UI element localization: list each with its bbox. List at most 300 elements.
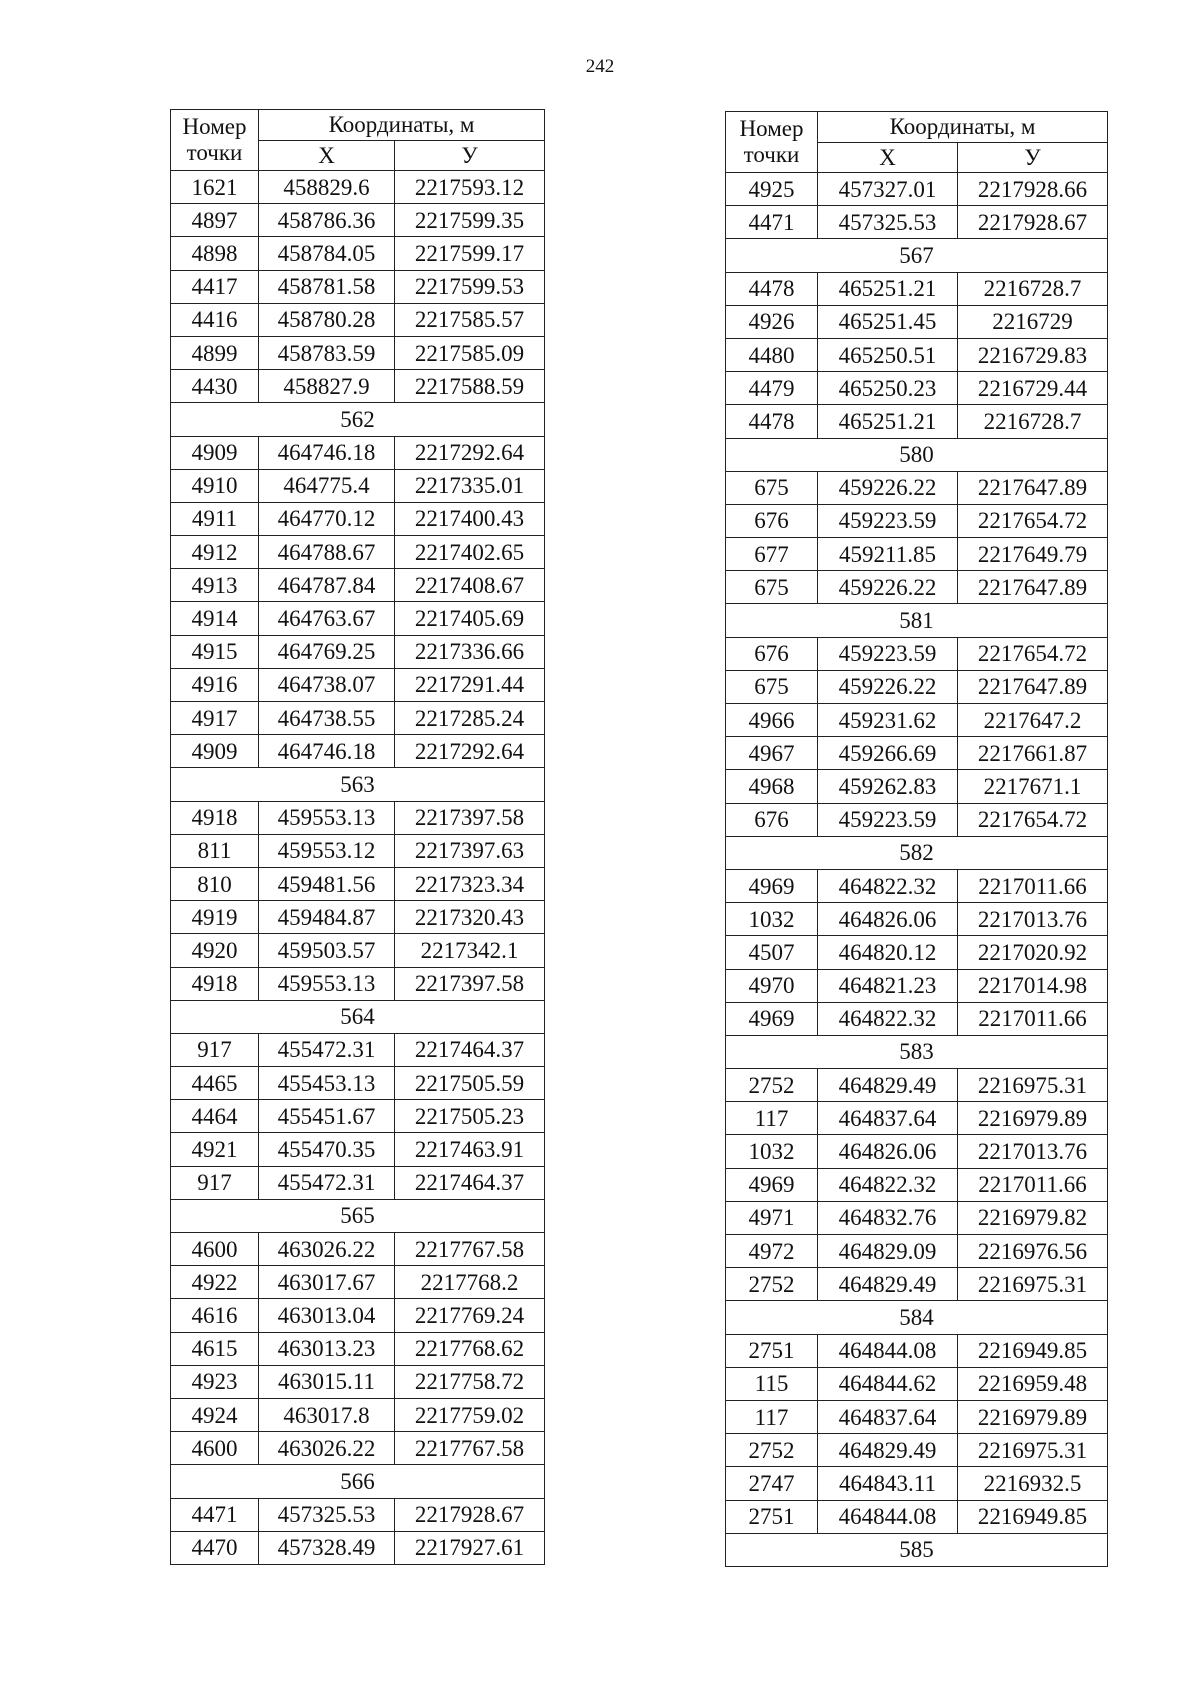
coordinate-x: 459223.59 [818, 637, 958, 670]
table-row [171, 735, 545, 768]
coordinate-y: 2217464.37 [395, 1166, 545, 1199]
coordinate-y: 2217285.24 [395, 702, 545, 735]
coordinate-y: 2217291.44 [395, 668, 545, 701]
point-number: 4910 [171, 469, 259, 502]
point-number: 4471 [171, 1498, 259, 1531]
point-number: 4969 [726, 869, 818, 902]
coordinate-x: 464829.09 [818, 1235, 958, 1268]
table-row [726, 1334, 1108, 1367]
point-number: 4916 [171, 668, 259, 701]
header-x: X [818, 142, 958, 173]
coordinate-x: 459481.56 [259, 867, 395, 900]
coordinate-x: 455472.31 [259, 1166, 395, 1199]
point-number: 4464 [171, 1100, 259, 1133]
point-number: 2751 [726, 1500, 818, 1533]
header-y: У [958, 142, 1108, 173]
coordinate-x: 465251.45 [818, 305, 958, 338]
table-row [171, 1498, 545, 1531]
coordinate-x: 457328.49 [259, 1531, 395, 1564]
table-row [726, 770, 1108, 803]
point-number: 4478 [726, 405, 818, 438]
table-row [726, 1002, 1108, 1035]
point-number: 4909 [171, 735, 259, 768]
coordinate-x: 455470.35 [259, 1133, 395, 1166]
point-number: 917 [171, 1033, 259, 1066]
table-row [726, 206, 1108, 239]
point-number: 4912 [171, 536, 259, 569]
coordinate-y: 2217464.37 [395, 1033, 545, 1066]
table-row [726, 1434, 1108, 1467]
coordinate-x: 464746.18 [259, 735, 395, 768]
header-row [726, 112, 1108, 143]
header-point-number-line1: Номер [182, 113, 247, 139]
coordinate-y: 2216932.5 [958, 1467, 1108, 1500]
coordinate-y: 2217323.34 [395, 867, 545, 900]
coordinate-y: 2217928.67 [958, 206, 1108, 239]
point-number: 4923 [171, 1365, 259, 1398]
coordinate-y: 2217654.72 [958, 803, 1108, 836]
coordinate-y: 2217014.98 [958, 969, 1108, 1002]
section-number: 564 [171, 1000, 545, 1033]
point-number: 1621 [171, 171, 259, 204]
table-row [726, 869, 1108, 902]
point-number: 4920 [171, 934, 259, 967]
table-row [726, 538, 1108, 571]
point-number: 4966 [726, 704, 818, 737]
coordinate-x: 465251.21 [818, 405, 958, 438]
coordinate-y: 2216979.89 [958, 1400, 1108, 1433]
coordinate-y: 2216959.48 [958, 1367, 1108, 1400]
point-number: 811 [171, 834, 259, 867]
section-number: 562 [171, 403, 545, 436]
table-row [171, 171, 545, 204]
table-row [171, 967, 545, 1000]
table-row [726, 405, 1108, 438]
table-row [726, 936, 1108, 969]
table-row [726, 1069, 1108, 1102]
page-number: 242 [585, 56, 615, 77]
section-row [171, 403, 545, 436]
coordinate-x: 458829.6 [259, 171, 395, 204]
coordinate-y: 2217020.92 [958, 936, 1108, 969]
coordinate-y: 2217654.72 [958, 637, 1108, 670]
coordinate-x: 464829.49 [818, 1069, 958, 1102]
coordinate-y: 2217342.1 [395, 934, 545, 967]
coordinate-y: 2217585.57 [395, 303, 545, 336]
point-number: 2747 [726, 1467, 818, 1500]
coordinate-y: 2217505.23 [395, 1100, 545, 1133]
coordinate-y: 2217767.58 [395, 1233, 545, 1266]
coordinate-y: 2217397.58 [395, 801, 545, 834]
point-number: 4925 [726, 173, 818, 206]
coordinate-y: 2217397.63 [395, 834, 545, 867]
coordinate-y: 2216728.7 [958, 405, 1108, 438]
point-number: 4914 [171, 602, 259, 635]
point-number: 4972 [726, 1235, 818, 1268]
section-number: 584 [726, 1301, 1108, 1334]
coordinate-x: 464832.76 [818, 1201, 958, 1234]
point-number: 4909 [171, 436, 259, 469]
table-row [726, 372, 1108, 405]
header-coordinates: Координаты, м [818, 112, 1108, 143]
table-row [726, 272, 1108, 305]
coordinate-y: 2216975.31 [958, 1434, 1108, 1467]
coordinate-y: 2217013.76 [958, 1135, 1108, 1168]
coordinate-y: 2217397.58 [395, 967, 545, 1000]
coordinate-x: 464738.07 [259, 668, 395, 701]
table-row [726, 1235, 1108, 1268]
coordinate-y: 2216729.83 [958, 338, 1108, 371]
section-number: 581 [726, 604, 1108, 637]
coordinates-table-right [725, 111, 1108, 1567]
section-number: 565 [171, 1199, 545, 1232]
coordinate-y: 2217588.59 [395, 370, 545, 403]
point-number: 4430 [171, 370, 259, 403]
table-row [726, 637, 1108, 670]
coordinate-x: 458781.58 [259, 270, 395, 303]
table-row [171, 1365, 545, 1398]
point-number: 4480 [726, 338, 818, 371]
point-number: 4897 [171, 204, 259, 237]
point-number: 4479 [726, 372, 818, 405]
point-number: 4969 [726, 1168, 818, 1201]
section-number: 566 [171, 1465, 545, 1498]
point-number: 4465 [171, 1067, 259, 1100]
section-row [726, 1301, 1108, 1334]
coordinate-x: 464837.64 [818, 1102, 958, 1135]
table-row [171, 370, 545, 403]
section-number: 585 [726, 1533, 1108, 1566]
coordinate-y: 2217585.09 [395, 336, 545, 369]
table-row [726, 1135, 1108, 1168]
coordinate-x: 459211.85 [818, 538, 958, 571]
coordinate-y: 2217927.61 [395, 1531, 545, 1564]
table-row [171, 1266, 545, 1299]
coordinate-x: 464829.49 [818, 1434, 958, 1467]
table-row [726, 903, 1108, 936]
coordinate-y: 2216975.31 [958, 1069, 1108, 1102]
coordinate-x: 463013.04 [259, 1299, 395, 1332]
coordinate-y: 2217505.59 [395, 1067, 545, 1100]
coordinate-x: 464829.49 [818, 1268, 958, 1301]
coordinate-x: 459484.87 [259, 901, 395, 934]
table-row [726, 704, 1108, 737]
table-row [726, 1367, 1108, 1400]
table-row [171, 1332, 545, 1365]
table-row [726, 305, 1108, 338]
point-number: 4416 [171, 303, 259, 336]
coordinate-x: 457325.53 [818, 206, 958, 239]
header-y: У [395, 140, 545, 171]
coordinate-y: 2217320.43 [395, 901, 545, 934]
coordinate-x: 464822.32 [818, 869, 958, 902]
header-point-number [726, 112, 818, 173]
coordinate-x: 458783.59 [259, 336, 395, 369]
table-row [171, 536, 545, 569]
table-row [726, 803, 1108, 836]
point-number: 1032 [726, 1135, 818, 1168]
point-number: 810 [171, 867, 259, 900]
coordinate-x: 464820.12 [818, 936, 958, 969]
point-number: 4470 [171, 1531, 259, 1564]
coordinate-x: 464826.06 [818, 903, 958, 936]
section-row [726, 836, 1108, 869]
coordinate-x: 455453.13 [259, 1067, 395, 1100]
table-row [171, 602, 545, 635]
table-row [726, 737, 1108, 770]
table-row [171, 1531, 545, 1564]
coordinate-y: 2217647.89 [958, 571, 1108, 604]
section-row [171, 1199, 545, 1232]
coordinate-y: 2217661.87 [958, 737, 1108, 770]
table-row [726, 1400, 1108, 1433]
coordinate-y: 2217593.12 [395, 171, 545, 204]
coordinate-x: 459223.59 [818, 504, 958, 537]
table-row [171, 1100, 545, 1133]
coordinate-y: 2216979.89 [958, 1102, 1108, 1135]
table-row [171, 1033, 545, 1066]
table-row [171, 1299, 545, 1332]
point-number: 4918 [171, 801, 259, 834]
point-number: 676 [726, 803, 818, 836]
coordinate-x: 464844.08 [818, 1334, 958, 1367]
coordinate-x: 458827.9 [259, 370, 395, 403]
table-row [726, 670, 1108, 703]
coordinate-y: 2216975.31 [958, 1268, 1108, 1301]
point-number: 676 [726, 637, 818, 670]
coordinate-x: 455472.31 [259, 1033, 395, 1066]
point-number: 4969 [726, 1002, 818, 1035]
coordinate-y: 2217767.58 [395, 1432, 545, 1465]
point-number: 4922 [171, 1266, 259, 1299]
point-number: 4919 [171, 901, 259, 934]
table-row [171, 204, 545, 237]
coordinate-y: 2216979.82 [958, 1201, 1108, 1234]
coordinate-x: 464837.64 [818, 1400, 958, 1433]
coordinate-x: 459553.13 [259, 801, 395, 834]
section-number: 563 [171, 768, 545, 801]
coordinates-table-left [170, 109, 545, 1565]
point-number: 4616 [171, 1299, 259, 1332]
table-row [726, 1500, 1108, 1533]
coordinate-x: 464821.23 [818, 969, 958, 1002]
point-number: 117 [726, 1400, 818, 1433]
coordinate-x: 459231.62 [818, 704, 958, 737]
point-number: 2752 [726, 1434, 818, 1467]
coordinate-y: 2217011.66 [958, 1168, 1108, 1201]
coordinate-x: 463026.22 [259, 1233, 395, 1266]
coordinate-x: 459223.59 [818, 803, 958, 836]
coordinate-x: 464822.32 [818, 1002, 958, 1035]
coordinate-x: 464763.67 [259, 602, 395, 635]
table-row [726, 969, 1108, 1002]
coordinate-y: 2217011.66 [958, 1002, 1108, 1035]
coordinate-y: 2217336.66 [395, 635, 545, 668]
coordinate-x: 463026.22 [259, 1432, 395, 1465]
table-row [726, 1201, 1108, 1234]
coordinate-x: 459503.57 [259, 934, 395, 967]
coordinate-x: 464843.11 [818, 1467, 958, 1500]
coordinate-y: 2216949.85 [958, 1334, 1108, 1367]
coordinate-x: 464822.32 [818, 1168, 958, 1201]
table-row [171, 303, 545, 336]
point-number: 115 [726, 1367, 818, 1400]
coordinate-y: 2217649.79 [958, 538, 1108, 571]
table-row [726, 1467, 1108, 1500]
point-number: 4924 [171, 1398, 259, 1431]
coordinate-x: 463013.23 [259, 1332, 395, 1365]
point-number: 2751 [726, 1334, 818, 1367]
coordinate-y: 2217011.66 [958, 869, 1108, 902]
point-number: 4970 [726, 969, 818, 1002]
coordinate-x: 458780.28 [259, 303, 395, 336]
coordinate-y: 2217599.35 [395, 204, 545, 237]
coordinate-y: 2217408.67 [395, 569, 545, 602]
coordinate-y: 2217463.91 [395, 1133, 545, 1166]
coordinate-x: 464775.4 [259, 469, 395, 502]
coordinate-x: 464788.67 [259, 536, 395, 569]
point-number: 4967 [726, 737, 818, 770]
table-row [171, 469, 545, 502]
coordinate-y: 2217758.72 [395, 1365, 545, 1398]
coordinate-x: 464826.06 [818, 1135, 958, 1168]
point-number: 4913 [171, 569, 259, 602]
table-row [171, 569, 545, 602]
point-number: 2752 [726, 1268, 818, 1301]
table-row [171, 237, 545, 270]
header-point-number-line2: точки [186, 140, 243, 165]
coordinate-x: 465251.21 [818, 272, 958, 305]
point-number: 4968 [726, 770, 818, 803]
point-number: 4471 [726, 206, 818, 239]
point-number: 917 [171, 1166, 259, 1199]
coordinate-y: 2217768.62 [395, 1332, 545, 1365]
table-row [171, 336, 545, 369]
coordinate-y: 2217769.24 [395, 1299, 545, 1332]
header-x: X [259, 140, 395, 171]
table-row [726, 1102, 1108, 1135]
section-row [171, 1465, 545, 1498]
table-row [171, 1233, 545, 1266]
coordinate-y: 2217400.43 [395, 502, 545, 535]
header-row [171, 110, 545, 141]
table-row [726, 338, 1108, 371]
coordinate-x: 463017.67 [259, 1266, 395, 1299]
point-number: 4898 [171, 237, 259, 270]
header-coordinates: Координаты, м [259, 110, 545, 141]
table-row [171, 801, 545, 834]
table-row [726, 571, 1108, 604]
table-row [726, 1268, 1108, 1301]
point-number: 677 [726, 538, 818, 571]
coordinate-y: 2217928.67 [395, 1498, 545, 1531]
coordinate-y: 2217599.53 [395, 270, 545, 303]
point-number: 4971 [726, 1201, 818, 1234]
coordinate-x: 464787.84 [259, 569, 395, 602]
point-number: 2752 [726, 1069, 818, 1102]
point-number: 676 [726, 504, 818, 537]
section-number: 567 [726, 239, 1108, 272]
table-row [726, 173, 1108, 206]
coordinate-y: 2217671.1 [958, 770, 1108, 803]
coordinate-x: 459226.22 [818, 670, 958, 703]
point-number: 4918 [171, 967, 259, 1000]
point-number: 4600 [171, 1233, 259, 1266]
section-row [171, 1000, 545, 1033]
coordinate-y: 2217647.2 [958, 704, 1108, 737]
table-row [171, 668, 545, 701]
coordinate-y: 2217647.89 [958, 670, 1108, 703]
table-row [171, 1166, 545, 1199]
table-row [171, 834, 545, 867]
coordinate-x: 459266.69 [818, 737, 958, 770]
point-number: 4921 [171, 1133, 259, 1166]
coordinate-y: 2217647.89 [958, 471, 1108, 504]
point-number: 4899 [171, 336, 259, 369]
coordinate-x: 464738.55 [259, 702, 395, 735]
table-row [171, 901, 545, 934]
section-row [726, 1035, 1108, 1068]
coordinate-y: 2217928.66 [958, 173, 1108, 206]
point-number: 4911 [171, 502, 259, 535]
coordinate-x: 464844.08 [818, 1500, 958, 1533]
coordinate-x: 455451.67 [259, 1100, 395, 1133]
point-number: 4615 [171, 1332, 259, 1365]
header-point-number-line2: точки [743, 142, 800, 167]
table-row [171, 270, 545, 303]
coordinate-x: 459226.22 [818, 571, 958, 604]
table-row [171, 934, 545, 967]
coordinate-x: 464844.62 [818, 1367, 958, 1400]
table-row [171, 867, 545, 900]
table-row [171, 1133, 545, 1166]
table-row [171, 1067, 545, 1100]
coordinate-y: 2217402.65 [395, 536, 545, 569]
section-number: 583 [726, 1035, 1108, 1068]
coordinate-x: 463017.8 [259, 1398, 395, 1431]
coordinate-y: 2216976.56 [958, 1235, 1108, 1268]
coordinate-y: 2217292.64 [395, 735, 545, 768]
coordinate-y: 2217768.2 [395, 1266, 545, 1299]
coordinate-x: 459262.83 [818, 770, 958, 803]
table-row [171, 702, 545, 735]
coordinate-x: 464769.25 [259, 635, 395, 668]
coordinate-y: 2217654.72 [958, 504, 1108, 537]
coordinate-y: 2217335.01 [395, 469, 545, 502]
table-row [171, 502, 545, 535]
coordinate-y: 2217759.02 [395, 1398, 545, 1431]
table-row [726, 504, 1108, 537]
coordinate-y: 2216949.85 [958, 1500, 1108, 1533]
coordinate-x: 464746.18 [259, 436, 395, 469]
coordinate-x: 458786.36 [259, 204, 395, 237]
point-number: 675 [726, 471, 818, 504]
section-row [726, 1533, 1108, 1566]
section-number: 582 [726, 836, 1108, 869]
point-number: 4507 [726, 936, 818, 969]
table-row [171, 1432, 545, 1465]
coordinate-y: 2216728.7 [958, 272, 1108, 305]
section-number: 580 [726, 438, 1108, 471]
coordinate-x: 457327.01 [818, 173, 958, 206]
point-number: 675 [726, 670, 818, 703]
section-row [726, 604, 1108, 637]
coordinate-y: 2217599.17 [395, 237, 545, 270]
section-row [171, 768, 545, 801]
point-number: 4915 [171, 635, 259, 668]
table-row [171, 436, 545, 469]
table-row [726, 471, 1108, 504]
